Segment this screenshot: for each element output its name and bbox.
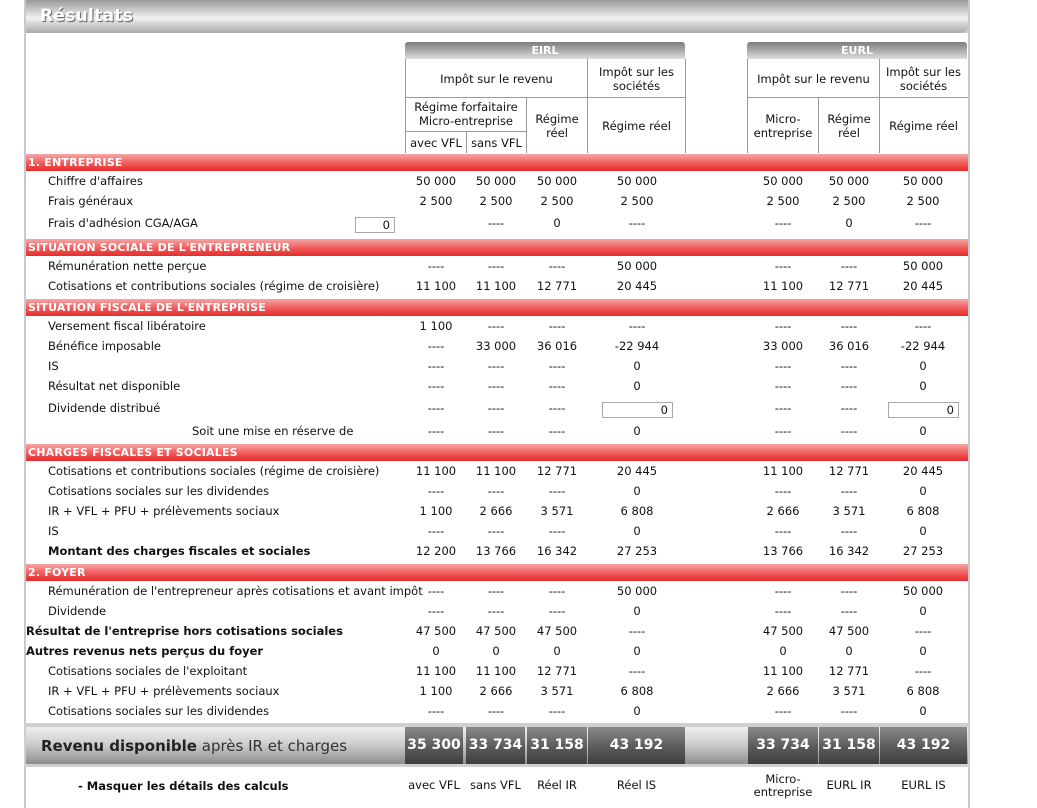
- row-value: 12 771: [828, 664, 870, 678]
- row-value: 12 771: [828, 464, 870, 478]
- results-title: Résultats: [40, 6, 134, 26]
- row-label: Cotisations sociales sur les dividendes: [48, 484, 270, 498]
- total-value: 43 192: [880, 727, 967, 764]
- row-value: 47 500: [762, 624, 804, 638]
- total-value: 35 300: [405, 727, 463, 764]
- section-charges: CHARGES FISCALES ET SOCIALES: [26, 444, 968, 461]
- row-value: ----: [487, 216, 505, 230]
- row-value: 2 500: [419, 194, 453, 208]
- row-value: ----: [628, 664, 646, 678]
- grid-line: [405, 131, 526, 132]
- row-label: Frais généraux: [48, 194, 134, 208]
- row-value: 0: [432, 644, 440, 658]
- row-value: 50 000: [902, 259, 944, 273]
- row-value: 27 253: [902, 544, 944, 558]
- row-value: 20 445: [902, 464, 944, 478]
- total-value: 43 192: [588, 727, 685, 764]
- eirl-group-header: EIRL: [405, 42, 685, 59]
- eurl-ir-header: Impôt sur le revenu: [757, 72, 870, 86]
- row-value: 2 500: [832, 194, 866, 208]
- row-value: 0: [633, 484, 641, 498]
- row-value: ----: [427, 359, 445, 373]
- row-value: ----: [487, 704, 505, 718]
- row-value: ----: [628, 624, 646, 638]
- eirl-reel-header: Régime réel: [535, 111, 579, 140]
- row-label: IR + VFL + PFU + prélèvements sociaux: [48, 684, 280, 698]
- row-label: Dividende: [48, 604, 107, 618]
- row-value: 6 808: [906, 684, 940, 698]
- hide-details-link[interactable]: - Masquer les détails des calculs: [78, 779, 289, 793]
- row-value: 0: [919, 379, 927, 393]
- row-value: 50 000: [762, 174, 804, 188]
- row-label: Cotisations sociales sur les dividendes: [48, 704, 270, 718]
- row-value: 0: [633, 359, 641, 373]
- row-value: 11 100: [762, 279, 804, 293]
- grid-line: [685, 59, 686, 153]
- row-value: 2 500: [540, 194, 574, 208]
- grid-line: [747, 97, 968, 98]
- row-value: 11 100: [475, 664, 517, 678]
- table-row: [26, 642, 968, 662]
- footer-column-label: Micro-entreprise: [753, 772, 813, 799]
- row-value: 50 000: [828, 174, 870, 188]
- row-label: Chiffre d'affaires: [48, 174, 143, 188]
- eirl-is-header: Impôt sur les sociétés: [598, 65, 675, 93]
- row-value: 1 100: [419, 684, 453, 698]
- row-value: 50 000: [616, 259, 658, 273]
- row-label: Cotisations et contributions sociales (régime de croisière): [48, 279, 380, 293]
- table-row: [26, 582, 968, 602]
- row-value: 0: [633, 604, 641, 618]
- row-value: ----: [840, 379, 858, 393]
- dividende-eurl-input[interactable]: 0: [888, 402, 959, 418]
- row-value: 2 666: [766, 684, 800, 698]
- row-value: ----: [548, 319, 566, 333]
- footer-column-label: Réel IR: [537, 778, 577, 792]
- row-value: ----: [914, 664, 932, 678]
- row-value: ----: [774, 484, 792, 498]
- row-label: Rémunération de l'entrepreneur après cotisations et avant impôt: [48, 584, 423, 598]
- grid-line: [405, 97, 686, 98]
- row-value: 12 771: [536, 664, 578, 678]
- row-value: 50 000: [902, 174, 944, 188]
- row-value: ----: [914, 319, 932, 333]
- table-row: [26, 662, 968, 682]
- row-label: IS: [48, 359, 59, 373]
- row-value: 2 500: [766, 194, 800, 208]
- table-row: [26, 622, 968, 642]
- row-value: 12 200: [415, 544, 457, 558]
- row-value: 1 100: [419, 504, 453, 518]
- grid-line: [879, 59, 880, 153]
- section-situation-sociale: SITUATION SOCIALE DE L'ENTREPRENEUR: [26, 239, 968, 256]
- row-value: ----: [487, 319, 505, 333]
- row-label: Bénéfice imposable: [48, 339, 161, 353]
- row-value: 11 100: [475, 279, 517, 293]
- section-foyer: 2. FOYER: [26, 564, 968, 581]
- row-value: ----: [487, 424, 505, 438]
- footer-column-label: EURL IR: [826, 778, 872, 792]
- row-value: 33 000: [475, 339, 517, 353]
- eurl-is-reel-header: Régime réel: [889, 118, 958, 133]
- row-value: ----: [840, 704, 858, 718]
- footer-column-label: EURL IS: [901, 778, 946, 792]
- total-value: 31 158: [819, 727, 879, 764]
- row-value: 0: [633, 379, 641, 393]
- table-row: [26, 317, 968, 337]
- eurl-is-header: Impôt sur les sociétés: [885, 65, 962, 93]
- row-value: 50 000: [616, 174, 658, 188]
- table-row: [26, 522, 968, 542]
- row-value: ----: [487, 604, 505, 618]
- row-value: ----: [914, 624, 932, 638]
- row-value: ----: [774, 401, 792, 415]
- row-value: 0: [919, 359, 927, 373]
- row-value: 50 000: [475, 174, 517, 188]
- row-value: 11 100: [762, 664, 804, 678]
- row-value: ----: [487, 524, 505, 538]
- row-value: 0: [919, 604, 927, 618]
- row-value: 16 342: [536, 544, 578, 558]
- row-value: ----: [427, 379, 445, 393]
- row-value: ----: [548, 584, 566, 598]
- row-value: 20 445: [616, 279, 658, 293]
- row-value: 20 445: [902, 279, 944, 293]
- table-row: [26, 702, 968, 722]
- row-value: ----: [628, 319, 646, 333]
- row-value: ----: [548, 604, 566, 618]
- row-value: 3 571: [832, 504, 866, 518]
- table-row: [26, 337, 968, 357]
- row-value: 2 500: [479, 194, 513, 208]
- row-value: ----: [487, 484, 505, 498]
- row-label: Frais d'adhésion CGA/AGA: [48, 216, 198, 230]
- row-value: 13 766: [475, 544, 517, 558]
- row-value: ----: [774, 216, 792, 230]
- row-value: -22 944: [614, 339, 660, 353]
- row-value: 0: [633, 644, 641, 658]
- row-value: 0: [919, 424, 927, 438]
- row-value: ----: [774, 604, 792, 618]
- row-value: 3 571: [832, 684, 866, 698]
- row-value: ----: [427, 401, 445, 415]
- sans-vfl-header: sans VFL: [471, 136, 522, 150]
- row-value: 36 016: [828, 339, 870, 353]
- row-label: Montant des charges fiscales et sociales: [48, 544, 311, 558]
- table-row: [26, 192, 968, 212]
- row-value: 0: [492, 644, 500, 658]
- eirl-ir-header: Impôt sur le revenu: [440, 72, 553, 86]
- row-value: 50 000: [415, 174, 457, 188]
- row-value: 2 500: [906, 194, 940, 208]
- row-value: ----: [840, 604, 858, 618]
- section-situation-fiscale: SITUATION FISCALE DE L'ENTREPRISE: [26, 299, 968, 316]
- row-value: 33 000: [762, 339, 804, 353]
- row-value: ----: [427, 604, 445, 618]
- row-value: 0: [845, 644, 853, 658]
- row-value: 6 808: [906, 504, 940, 518]
- row-value: 12 771: [536, 279, 578, 293]
- row-value: 27 253: [616, 544, 658, 558]
- table-row: [26, 357, 968, 377]
- table-row: [26, 682, 968, 702]
- row-value: 0: [919, 644, 927, 658]
- row-label: IR + VFL + PFU + prélèvements sociaux: [48, 504, 280, 518]
- row-value: 47 500: [475, 624, 517, 638]
- row-value: ----: [548, 704, 566, 718]
- row-value: ----: [427, 424, 445, 438]
- row-value: -22 944: [900, 339, 946, 353]
- row-value: ----: [427, 524, 445, 538]
- row-value: ----: [548, 484, 566, 498]
- avec-vfl-header: avec VFL: [410, 136, 462, 150]
- row-value: ----: [548, 259, 566, 273]
- row-value: ----: [548, 401, 566, 415]
- row-value: 0: [779, 644, 787, 658]
- row-value: 50 000: [902, 584, 944, 598]
- row-value: 0: [553, 644, 561, 658]
- row-value: 12 771: [828, 279, 870, 293]
- row-value: ----: [487, 259, 505, 273]
- row-value: ----: [548, 424, 566, 438]
- table-row: [26, 462, 968, 482]
- row-value: 47 500: [415, 624, 457, 638]
- row-label: Cotisations sociales de l'exploitant: [48, 664, 248, 678]
- row-value: 6 808: [620, 684, 654, 698]
- row-value: ----: [774, 704, 792, 718]
- row-value: ----: [487, 401, 505, 415]
- row-value: 2 666: [479, 504, 513, 518]
- row-label: Rémunération nette perçue: [48, 259, 207, 273]
- grid-line: [466, 131, 467, 153]
- eurl-reel-header: Régime réel: [827, 111, 871, 140]
- row-value: 0: [919, 704, 927, 718]
- row-value: 47 500: [536, 624, 578, 638]
- row-value: 47 500: [828, 624, 870, 638]
- row-value: ----: [427, 484, 445, 498]
- section-entreprise: 1. ENTREPRISE: [26, 154, 968, 171]
- row-value: 0: [633, 524, 641, 538]
- row-value: ----: [774, 379, 792, 393]
- row-value: ----: [427, 339, 445, 353]
- row-value: 16 342: [828, 544, 870, 558]
- row-value: 3 571: [540, 684, 574, 698]
- row-value: 11 100: [415, 279, 457, 293]
- row-value: ----: [548, 379, 566, 393]
- table-row: [26, 172, 968, 192]
- table-row: [26, 422, 968, 442]
- grid-line: [526, 98, 527, 153]
- total-value: 31 158: [527, 727, 587, 764]
- row-value: ----: [774, 584, 792, 598]
- row-value: ----: [487, 379, 505, 393]
- total-label: Revenu disponible après IR et charges: [41, 737, 348, 755]
- row-label: Soit une mise en réserve de: [192, 424, 354, 438]
- row-value: 3 571: [540, 504, 574, 518]
- row-value: 2 666: [479, 684, 513, 698]
- row-value: 0: [553, 216, 561, 230]
- row-value: 20 445: [616, 464, 658, 478]
- row-value: 12 771: [536, 464, 578, 478]
- table-row: [26, 482, 968, 502]
- table-row: [26, 542, 968, 562]
- row-value: 50 000: [616, 584, 658, 598]
- row-value: ----: [774, 424, 792, 438]
- row-value: ----: [427, 259, 445, 273]
- row-value: ----: [840, 584, 858, 598]
- row-value: ----: [840, 319, 858, 333]
- row-label: Versement fiscal libératoire: [48, 319, 206, 333]
- row-label: Cotisations et contributions sociales (régime de croisière): [48, 464, 380, 478]
- table-row: [26, 602, 968, 622]
- row-value: ----: [774, 319, 792, 333]
- row-value: 6 808: [620, 504, 654, 518]
- row-value: 36 016: [536, 339, 578, 353]
- row-value: 11 100: [475, 464, 517, 478]
- eirl-micro-header: Régime forfaitaire Micro-entreprise: [414, 100, 518, 128]
- row-value: ----: [840, 259, 858, 273]
- table-row: [26, 214, 968, 234]
- row-label: Résultat net disponible: [48, 379, 181, 393]
- row-value: ----: [914, 216, 932, 230]
- footer-column-label: avec VFL: [408, 778, 460, 792]
- table-row: [26, 399, 968, 419]
- total-value: 33 734: [748, 727, 818, 764]
- row-label: Autres revenus nets perçus du foyer: [26, 644, 264, 658]
- row-value: 11 100: [415, 464, 457, 478]
- table-row: [26, 257, 968, 277]
- row-value: 11 100: [762, 464, 804, 478]
- row-value: 0: [919, 524, 927, 538]
- eirl-is-reel-header: Régime réel: [602, 118, 671, 133]
- row-value: 0: [633, 704, 641, 718]
- row-value: ----: [840, 484, 858, 498]
- row-value: ----: [840, 359, 858, 373]
- dividende-eirl-input[interactable]: 0: [602, 402, 673, 418]
- row-value: ----: [427, 704, 445, 718]
- cga-aga-input[interactable]: 0: [355, 217, 395, 233]
- row-value: ----: [628, 216, 646, 230]
- row-value: 0: [845, 216, 853, 230]
- table-row: [26, 277, 968, 297]
- row-label: Résultat de l'entreprise hors cotisations sociales: [26, 624, 343, 638]
- row-value: 50 000: [536, 174, 578, 188]
- table-row: [26, 502, 968, 522]
- row-value: ----: [840, 424, 858, 438]
- table-row: [26, 377, 968, 397]
- row-value: 11 100: [415, 664, 457, 678]
- results-title-bar: [26, 0, 968, 33]
- row-value: 13 766: [762, 544, 804, 558]
- row-value: ----: [774, 359, 792, 373]
- row-value: 2 666: [766, 504, 800, 518]
- row-value: ----: [487, 584, 505, 598]
- row-value: ----: [548, 524, 566, 538]
- row-value: ----: [840, 524, 858, 538]
- row-label: IS: [48, 524, 59, 538]
- row-value: ----: [548, 359, 566, 373]
- row-value: 2 500: [620, 194, 654, 208]
- row-value: ----: [774, 259, 792, 273]
- eurl-group-header: EURL: [747, 42, 967, 59]
- row-label: Dividende distribué: [48, 401, 161, 415]
- row-value: ----: [487, 359, 505, 373]
- grid-line: [747, 59, 748, 153]
- row-value: 0: [633, 424, 641, 438]
- row-value: ----: [774, 524, 792, 538]
- row-value: ----: [840, 401, 858, 415]
- row-value: 0: [919, 484, 927, 498]
- total-value: 33 734: [466, 727, 525, 764]
- grid-line: [818, 98, 819, 153]
- footer-column-label: Réel IS: [616, 778, 657, 792]
- row-value: 1 100: [419, 319, 453, 333]
- grid-line: [587, 59, 588, 153]
- footer-column-label: sans VFL: [470, 778, 521, 792]
- eurl-micro-header: Micro-entreprise: [753, 111, 813, 140]
- grid-line: [405, 59, 406, 153]
- row-value: ----: [427, 584, 445, 598]
